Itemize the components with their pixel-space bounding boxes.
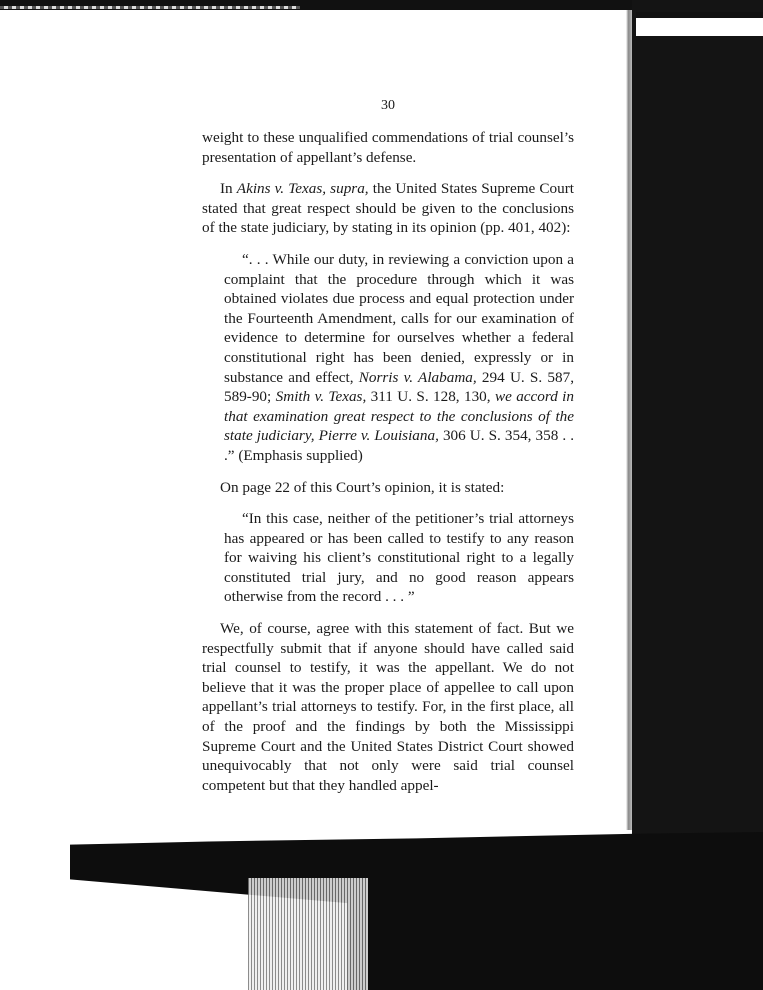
document-page — [202, 98, 574, 795]
italic-citation: Akins v. Texas, supra, — [236, 180, 369, 198]
text-run: On page 22 of this Court’s opinion, it is stated: — [220, 478, 505, 496]
text-run: “. . . While our duty, in reviewing a conviction upon a complaint that the procedure through which it was obtained violates due process and equal protection under the Fourteenth Amendment, calls for our examination of evidence to determine for ourselves whether a federal constitutional right has been denied, expressly or in substance and effect, — [224, 250, 574, 386]
paragraph-page-22 — [202, 478, 574, 498]
text-run: 294 U. S. 587, 589-90; — [224, 368, 574, 406]
paragraph-continuation — [202, 128, 574, 167]
italic-citation: Norris v. Alabama, — [358, 368, 477, 386]
block-quote-opinion — [224, 509, 574, 607]
italic-citation: we accord in that examination great respect to the conclusions of the state judiciary, Pierre v. Louisiana, — [224, 388, 574, 445]
text-run: In — [220, 180, 237, 198]
text-run: weight to these unqualified commendations of trial counsel’s presentation of appellant’s defense. — [202, 129, 574, 166]
text-run: “In this case, neither of the petitioner’s trial attorneys has appeared or has been called to testify to any reason for waiving his client’s constitutional right to a legally constituted trial jury, and no good reason appears otherwise from the record . . . ” — [224, 510, 574, 606]
scan-dither-artifact — [248, 878, 368, 990]
paragraph-response — [202, 619, 574, 795]
block-quote-akins — [224, 250, 574, 466]
scan-margin-strip — [636, 12, 763, 36]
text-run: the United States Supreme Court stated that great respect should be given to the conclusions of the state judiciary, by stating in its opinion (pp. 401, 402): — [202, 180, 575, 237]
page-number: 30 — [381, 98, 395, 113]
scan-edge-bottom — [70, 832, 763, 990]
text-run: 311 U. S. 128, 130, — [366, 388, 495, 406]
text-run: 306 U. S. 354, 358 . . .” (Emphasis supplied) — [224, 427, 574, 464]
italic-citation: Smith v. Texas, — [275, 388, 367, 406]
text-run: We, of course, agree with this statement of fact. But we respectfully submit that if anyone should have called said trial counsel to testify, it was the appellant. We do not believe that it was the proper place of appellee to call upon appellant’s trial attorneys to testify. For, in the first place, all of the proof and the findings by both the Mississippi Supreme Court and the United States District Court showed unequivocably that not only were said trial counsel competent but that they handled appel- — [202, 620, 574, 794]
paragraph-akins — [202, 179, 574, 238]
page-gutter-shadow — [626, 10, 632, 830]
